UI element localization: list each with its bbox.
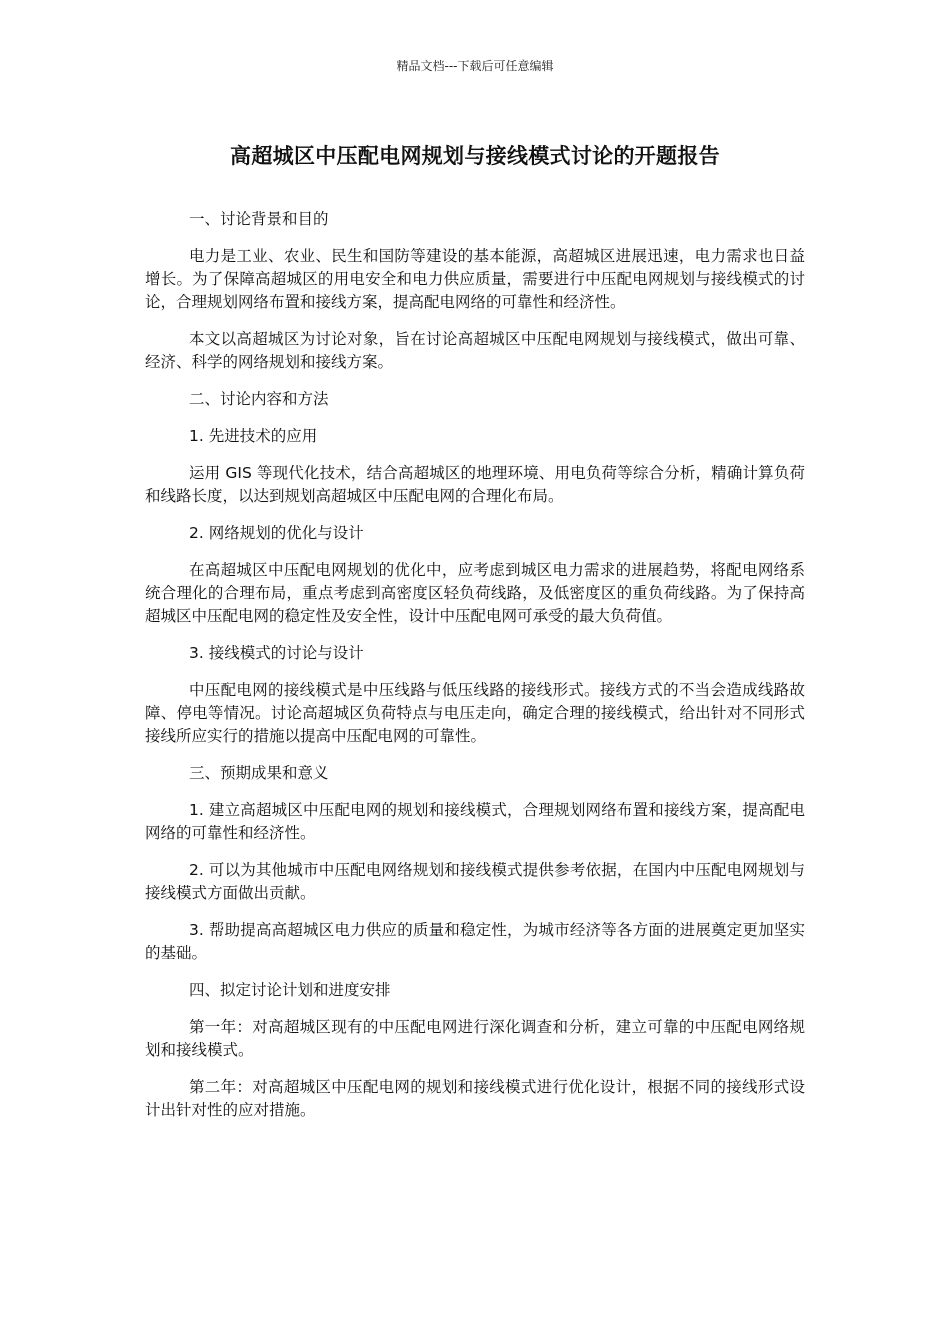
subheading-wiring-mode: 3. 接线模式的讨论与设计 bbox=[189, 644, 364, 662]
section-heading-content-method: 二、讨论内容和方法 bbox=[189, 390, 329, 408]
paragraph-result-2: 2. 可以为其他城市中压配电网络规划和接线模式提供参考依据，在国内中压配电网规划与接线模式方面做出贡献。 bbox=[145, 861, 805, 902]
paragraph-year-1: 第一年：对高超城区现有的中压配电网进行深化调查和分析，建立可靠的中压配电网络规划和接线模式。 bbox=[145, 1018, 805, 1059]
paragraph-advanced-tech: 运用 GIS 等现代化技术，结合高超城区的地理环境、用电负荷等综合分析，精确计算负荷和线路长度，以达到规划高超城区中压配电网的合理化布局。 bbox=[145, 464, 805, 505]
document-body bbox=[145, 208, 805, 1136]
paragraph-year-2: 第二年：对高超城区中压配电网的规划和接线模式进行优化设计，根据不同的接线形式设计出针对性的应对措施。 bbox=[145, 1078, 805, 1119]
section-heading-schedule: 四、拟定讨论计划和进度安排 bbox=[189, 981, 391, 999]
section-heading-expected-results: 三、预期成果和意义 bbox=[189, 764, 329, 782]
section-heading-background: 一、讨论背景和目的 bbox=[189, 210, 329, 228]
page-header: 精品文档---下载后可任意编辑 bbox=[396, 59, 554, 73]
subheading-network-planning: 2. 网络规划的优化与设计 bbox=[189, 524, 364, 542]
paragraph-objective: 本文以高超城区为讨论对象，旨在讨论高超城区中压配电网规划与接线模式，做出可靠、经济、科学的网络规划和接线方案。 bbox=[145, 330, 805, 371]
paragraph-result-3: 3. 帮助提高高超城区电力供应的质量和稳定性，为城市经济等各方面的进展奠定更加坚实的基础。 bbox=[145, 921, 805, 962]
subheading-advanced-tech: 1. 先进技术的应用 bbox=[189, 427, 318, 445]
paragraph-background: 电力是工业、农业、民生和国防等建设的基本能源，高超城区进展迅速，电力需求也日益增长。为了保障高超城区的用电安全和电力供应质量，需要进行中压配电网规划与接线模式的讨论，合理规划网络布置和接线方案，提高配电网络的可靠性和经济性。 bbox=[145, 247, 805, 311]
document-title: 高超城区中压配电网规划与接线模式讨论的开题报告 bbox=[230, 144, 720, 168]
paragraph-result-1: 1. 建立高超城区中压配电网的规划和接线模式，合理规划网络布置和接线方案，提高配电网络的可靠性和经济性。 bbox=[145, 801, 805, 842]
paragraph-wiring-mode: 中压配电网的接线模式是中压线路与低压线路的接线形式。接线方式的不当会造成线路故障、停电等情况。讨论高超城区负荷特点与电压走向，确定合理的接线模式，给出针对不同形式接线所应实行的措施以提高中压配电网的可靠性。 bbox=[145, 681, 805, 745]
paragraph-network-planning: 在高超城区中压配电网规划的优化中，应考虑到城区电力需求的进展趋势，将配电网络系统合理化的合理布局，重点考虑到高密度区轻负荷线路，及低密度区的重负荷线路。为了保持高超城区中压配电网的稳定性及安全性，设计中压配电网可承受的最大负荷值。 bbox=[145, 561, 805, 625]
